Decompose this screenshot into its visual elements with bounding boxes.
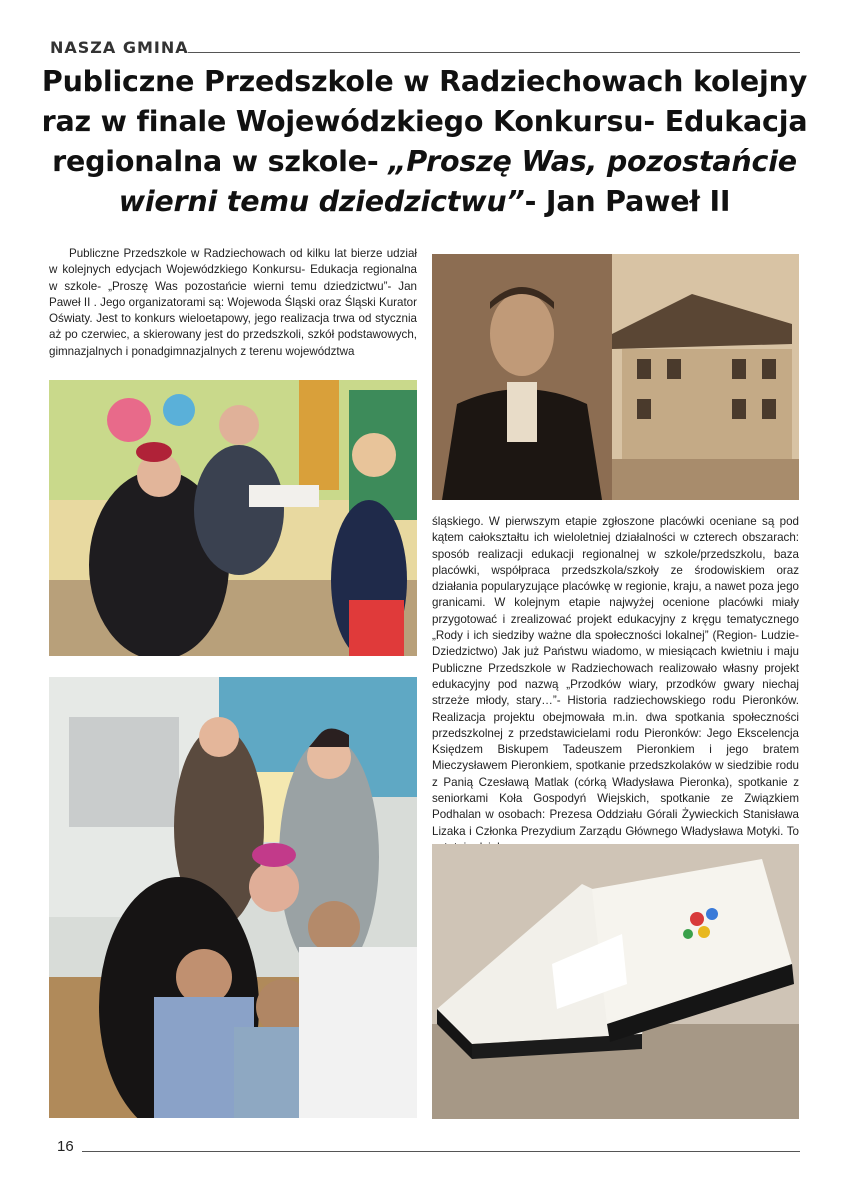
title-part-1: Publiczne Przedszkole w Radziechowach kolejny raz w finale Wojewódzkiego Konkursu- Edukacja regionalna w szkole-: [41, 65, 808, 178]
photo-historic-portrait-and-house: [432, 254, 799, 500]
title-part-2: - Jan Paweł II: [524, 185, 731, 218]
article-title: [40, 62, 809, 222]
photo-chronicle-books: [432, 844, 799, 1119]
article-paragraph-left: Publiczne Przedszkole w Radziechowach od kilku lat bierze udział w kolejnych edycjach Wojewódzkiego Konkursu- Edukacja regionalna w szkole- „Proszę Was pozostańcie wierni temu dziedzictwu”- Jan Paweł II . Jego organizatorami są: Wojewoda Śląski oraz Śląski Kurator Oświaty. Jest to konkurs wieloetapowy, jego realizacja trwa od stycznia aż po czerwiec, a skierowany jest do przedszkoli, szkół podstawowych, gimnazjalnych i ponadgimnazjalnych z terenu województwa: [49, 247, 417, 358]
photo-bishop-with-child: [49, 380, 417, 656]
header-divider: [188, 52, 800, 53]
photo-bishop-greeting-children: [49, 677, 417, 1118]
page-number: 16: [57, 1138, 74, 1155]
article-paragraph-right: śląskiego. W pierwszym etapie zgłoszone placówki oceniane są pod kątem całokształtu ich wieloletniej działalności w czterech obszarach: sposób realizacji edukacji regionalnej w szkole/przedszkolu, baza placówki, współpraca przedszkola/szkoły ze środowiskiem oraz działania popularyzujące placówkę w regionie, kraju, a nawet poza jego granicami. W kolejnym etapie najwyżej ocenione placówki miały przygotować i zrealizować projekt edukacyjny z kręgu tematycznego „Rody i ich siedziby ważne dla społeczności lokalnej” (Region- Ludzie- Dziedzictwo) Jak już Państwu wiadomo, w miesiącach kwietniu i maju Publiczne Przedszkole w Radziechowach realizowało własny projekt edukacyjny pod nazwą „Przodków wiary, przodków gwary niechaj strzeże młody, stary…”- Historia radziechowskiego rodu Pieronków. Realizacja projektu obejmowała m.in. dwa spotkania społeczności przedszkolnej z przedstawicielami rodu Pieronków: Jego Ekscelencja Księdzem Biskupem Tadeuszem Pieronkiem i jego bratem Mieczysławem Pieronkiem, spotkanie przedszkolaków w siedzibie rodu z Panią Czesławą Matlak (córką Władysława Pieronka), spotkanie z seniorkami Koła Gospodyń Wiejskich, spotkanie ze Związkiem Podhalan w osobach: Prezesa Oddziału Górali Żywieckich Stanisława Lizaka i Członka Prezydium Zarządu Głównego Władysława Motyki. To: [432, 515, 799, 838]
section-header: NASZA GMINA: [50, 38, 189, 57]
footer-divider: [82, 1151, 800, 1152]
title-quote: „Proszę Was, pozostańcie wierni temu dziedzictwu”: [118, 145, 797, 218]
